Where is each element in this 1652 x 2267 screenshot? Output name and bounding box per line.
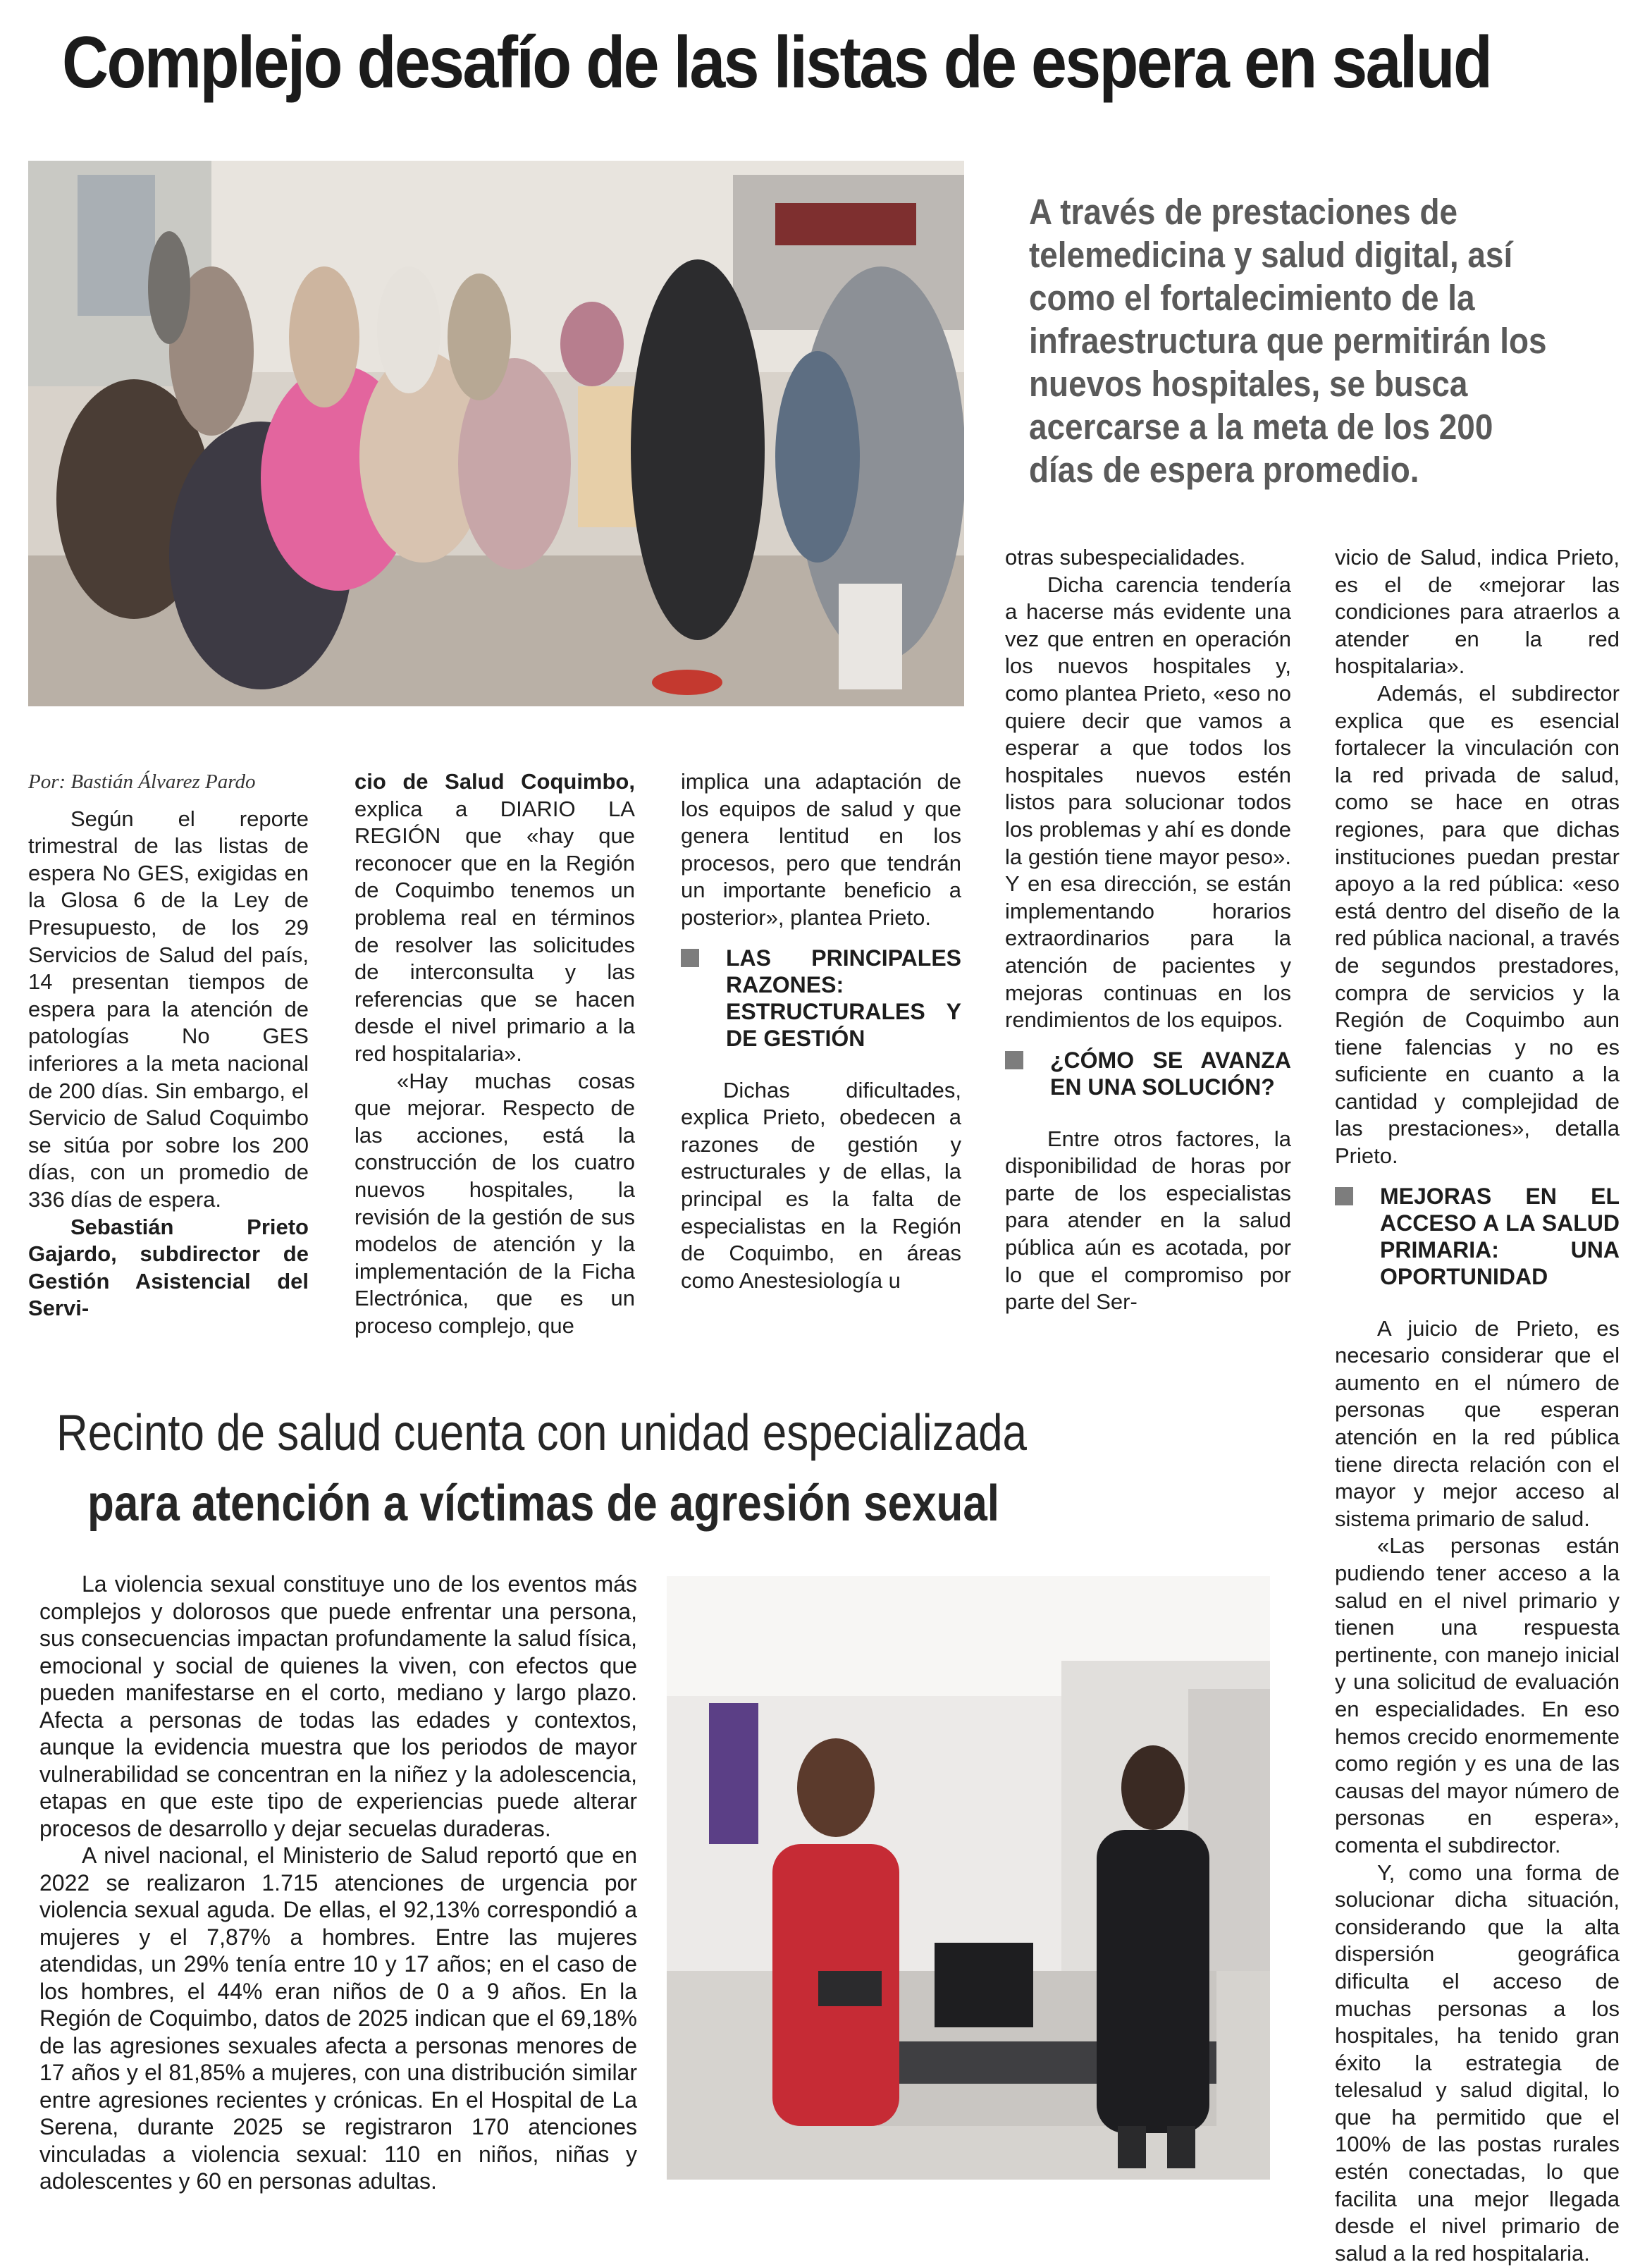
col2-bold-lead: cio de Salud Coquimbo, [355,769,635,794]
subhead-como-avanza [1005,1047,1291,1100]
story2-paragraph-1: La violencia sexual constituye uno de los eventos más complejos y dolorosos que puede enfrentar una persona, sus consecuencias impactan profundamente la salud física, emocional y social de quienes la viven, con efectos que pueden manifestarse en el corto, mediano y largo plazo. Afecta a personas de todas las edades y contextos, aunque la evidencia muestra que los periodos de mayor vulnerabilidad se concentran en la niñez y la adolescencia, etapas en que este tipo de experiencias puede alterar procesos de desarrollo y dejar secuelas duraderas. [39,1571,637,1841]
care-unit-illustration [667,1576,1270,2180]
story2-body [39,1571,637,2195]
col1-paragraph-2: Sebastián Prieto Gajardo, subdirector de Gestión Asistencial del Servi- [28,1214,309,1321]
col5-paragraph-4: «Las personas están pudiendo tener acceso a la salud en el nivel primario y tienen una respuesta pertinente, con manejo inicial y una solicitud de evaluación en especialidades. En eso hemos crecido enormemente como región y es una de las causas del mayor número de personas en espera», comenta el subdirector. [1335,1533,1620,1857]
col5-paragraph-1: vicio de Salud, indica Prieto, es el de «mejorar las condiciones para atraerlos a atender en la red hospitalaria». [1335,545,1620,679]
story2-headline-line2: para atención a víctimas de agresión sexual [87,1475,1000,1532]
article-column-5 [1335,544,1620,2267]
article-column-3 [681,768,961,1294]
col5-paragraph-5: Y, como una forma de solucionar dicha situación, considerando que la alta dispersión geográfica dificulta el acceso de muchas personas a los hospitales, ha tenido gran éxito la estrategia de telesalud y salud digital, lo que ha permitido que el 100% de las postas rurales estén conectadas, lo que facilita una mejor llegada desde el nivel primario de salud a la red hospitalaria. [1335,1860,1620,2266]
story2-paragraph-2: A nivel nacional, el Ministerio de Salud reportó que en 2022 se realizaron 1.715 atenciones de urgencia por violencia sexual aguda. De ellas, el 92,13% correspondió a mujeres y el 7,87% a hombres. Entre las mujeres atendidas, un 29% tenía entre 10 y 17 años; en el caso de los hombres, el 44% eran niños de 0 a 9 años. En la Región de Coquimbo, datos de 2025 indican que el 69,18% de las agresiones sexuales afecta a personas menores de 17 años y el 81,85% a mujeres, con una distribución similar entre agresiones recientes y crónicas. En el Hospital de La Serena, durante 2025 se registraron 170 atenciones vinculadas a violencia sexual: 110 en niños, niñas y adolescentes y 60 en personas adultas. [39,1843,637,2194]
article-column-4 [1005,544,1291,1316]
article-column-1 [28,768,309,1322]
page-headline: Complejo desafío de las listas de espera en salud [62,22,1491,104]
waiting-room-photo [28,161,964,706]
col5-paragraph-3: A juicio de Prieto, es necesario considerar que el aumento en el número de personas que esperan atención en la red pública tiene directa relación con el mayor y mejor acceso al sistema primario de salud. [1335,1315,1620,1531]
col5-paragraph-2: Además, el subdirector explica que es esencial fortalecer la vinculación con la red privada de salud, como se hace en otras regiones, para que dichas instituciones puedan prestar apoyo a la red pública: «eso está dentro del diseño de la red pública nacional, a través de segundos prestadores, compra de servicios y la Región de Coquimbo aun tiene falencias y no es suficiente en cuanto a la cantidad y complejidad de las prestaciones», detalla Prieto. [1335,680,1620,1169]
subhead-mejoras-acceso [1335,1183,1620,1290]
subhead-text: ¿CÓMO SE AVANZA EN UNA SOLUCIÓN? [1050,1047,1291,1100]
col4-paragraph-2: Dicha carencia tendería a hacerse más evidente una vez que entren en operación los nuevos hospitales y, como plantea Prieto, «eso no quiere decir que vamos a esperar a que todos los hospitales nuevos estén listos para solucionar todos los problemas y ahí es donde la gestión tiene mayor peso». Y en esa dirección, se están implementando horarios extraordinarios para la atención de pacientes y mejoras continuas en los rendimientos de los equipos. [1005,572,1291,1033]
subhead-text: LAS PRINCIPALES RAZONES: ESTRUCTURALES Y DE GESTIÓN [726,945,961,1051]
subhead-square-icon [1335,1187,1353,1205]
subhead-square-icon [681,949,699,967]
care-unit-photo [667,1576,1270,2180]
col2-paragraph-1 [355,768,635,1068]
subhead-principales-razones [681,945,961,1052]
col4-paragraph-3: Entre otros factores, la disponibilidad de horas por parte de los especialistas para atender en la salud pública aún es acotada, por lo que el compromiso por parte del Ser- [1005,1126,1291,1315]
col2-paragraph-1-text: explica a DIARIO LA REGIÓN que «hay que reconocer que en la Región de Coquimbo tenemos un problema real en términos de resolver las solicitudes de interconsulta y las referencias que se hacen desde el nivel primario a la red hospitalaria». [355,796,635,1066]
story2-headline-line1: Recinto de salud cuenta con unidad especializada [56,1405,1027,1461]
subhead-text: MEJORAS EN EL ACCESO A LA SALUD PRIMARIA: UNA OPORTUNIDAD [1380,1183,1620,1289]
col1-paragraph-1: Según el reporte trimestral de las listas de espera No GES, exigidas en la Glosa 6 de la Ley de Presupuesto, de los 29 Servicios de Salud del país, 14 presentan tiempos de espera para la atención de patologías No GES inferiores a la meta nacional de 200 días. Sin embargo, el Servicio de Salud Coquimbo se sitúa por sobre los 200 días, con un promedio de 336 días de espera. [28,806,309,1212]
byline: Por: Bastián Álvarez Pardo [28,770,256,793]
waiting-room-illustration [28,161,964,706]
subhead-square-icon [1005,1051,1023,1069]
lead-paragraph: A través de prestaciones de telemedicina y salud digital, así como el fortalecimiento de la infraestructura que permitirán los nuevos hospitales, se busca acercarse a la meta de los 200 días de espera promedio. [1029,192,1547,490]
col4-paragraph-1: otras subespecialidades. [1005,545,1246,570]
col3-paragraph-2: Dichas dificultades, explica Prieto, obedecen a razones de gestión y estructurales y de ellas, la principal es la falta de especialistas en la Región de Coquimbo, en áreas como Anestesiología u [681,1077,961,1293]
col2-paragraph-2: «Hay muchas cosas que mejorar. Respecto de las acciones, está la construcción de los cuatro nuevos hospitales, la revisión de la gestión de sus modelos de atención y la implementación de la Ficha Electrónica, que es un proceso complejo, que [355,1068,635,1338]
article-column-2 [355,768,635,1339]
col3-paragraph-1: implica una adaptación de los equipos de salud y que genera lentitud en los procesos, pero que tendrán un importante beneficio a posterior», plantea Prieto. [681,769,961,930]
